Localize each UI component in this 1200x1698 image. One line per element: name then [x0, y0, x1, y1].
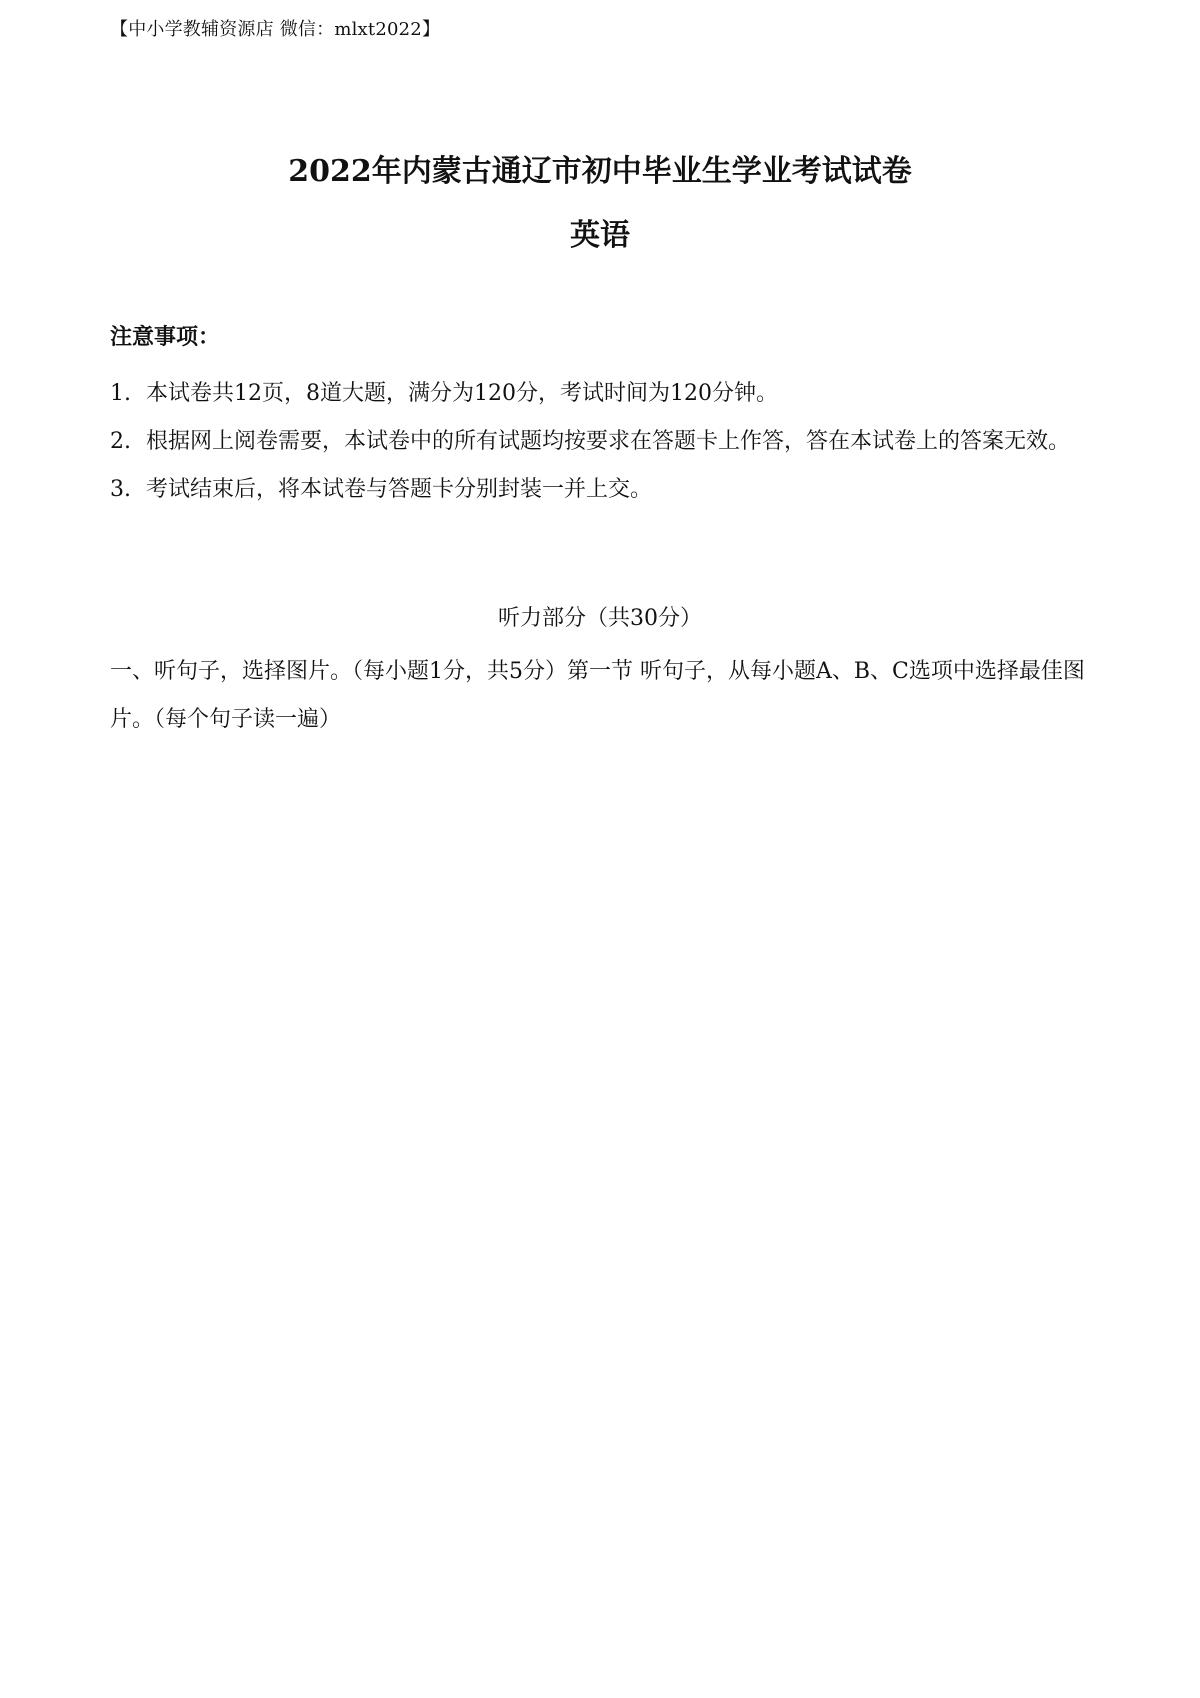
notice-item-number: 3.: [110, 477, 131, 502]
notice-item-3: [110, 466, 1090, 514]
notice-item-1: [110, 370, 1090, 418]
notice-item-text: 考试结束后，将本试卷与答题卡分别封装一并上交。: [146, 477, 653, 502]
exam-subject: 英语: [570, 218, 630, 253]
notice-item-number: 2.: [110, 429, 131, 454]
listening-section-title: 听力部分（共30分）: [498, 606, 702, 631]
notice-item-text: 根据网上阅卷需要，本试卷中的所有试题均按要求在答题卡上作答，答在本试卷上的答案无效。: [146, 429, 1071, 454]
notice-item-2: [110, 418, 1090, 466]
notice-list: [110, 370, 1090, 514]
notice-item-text: 本试卷共12页，8道大题，满分为120分，考试时间为120分钟。: [146, 381, 778, 406]
question-instructions: 一、听句子，选择图片。（每小题1分，共5分）第一节 听句子，从每小题A、B、C选项中选择最佳图片。（每个句子读一遍）: [110, 659, 1085, 732]
watermark-text: 【中小学教辅资源店 微信：mlxt2022】: [110, 19, 441, 40]
notice-item-number: 1.: [110, 381, 131, 406]
exam-title: 2022年内蒙古通辽市初中毕业生学业考试试卷: [288, 154, 912, 189]
notice-heading: 注意事项：: [110, 324, 221, 350]
